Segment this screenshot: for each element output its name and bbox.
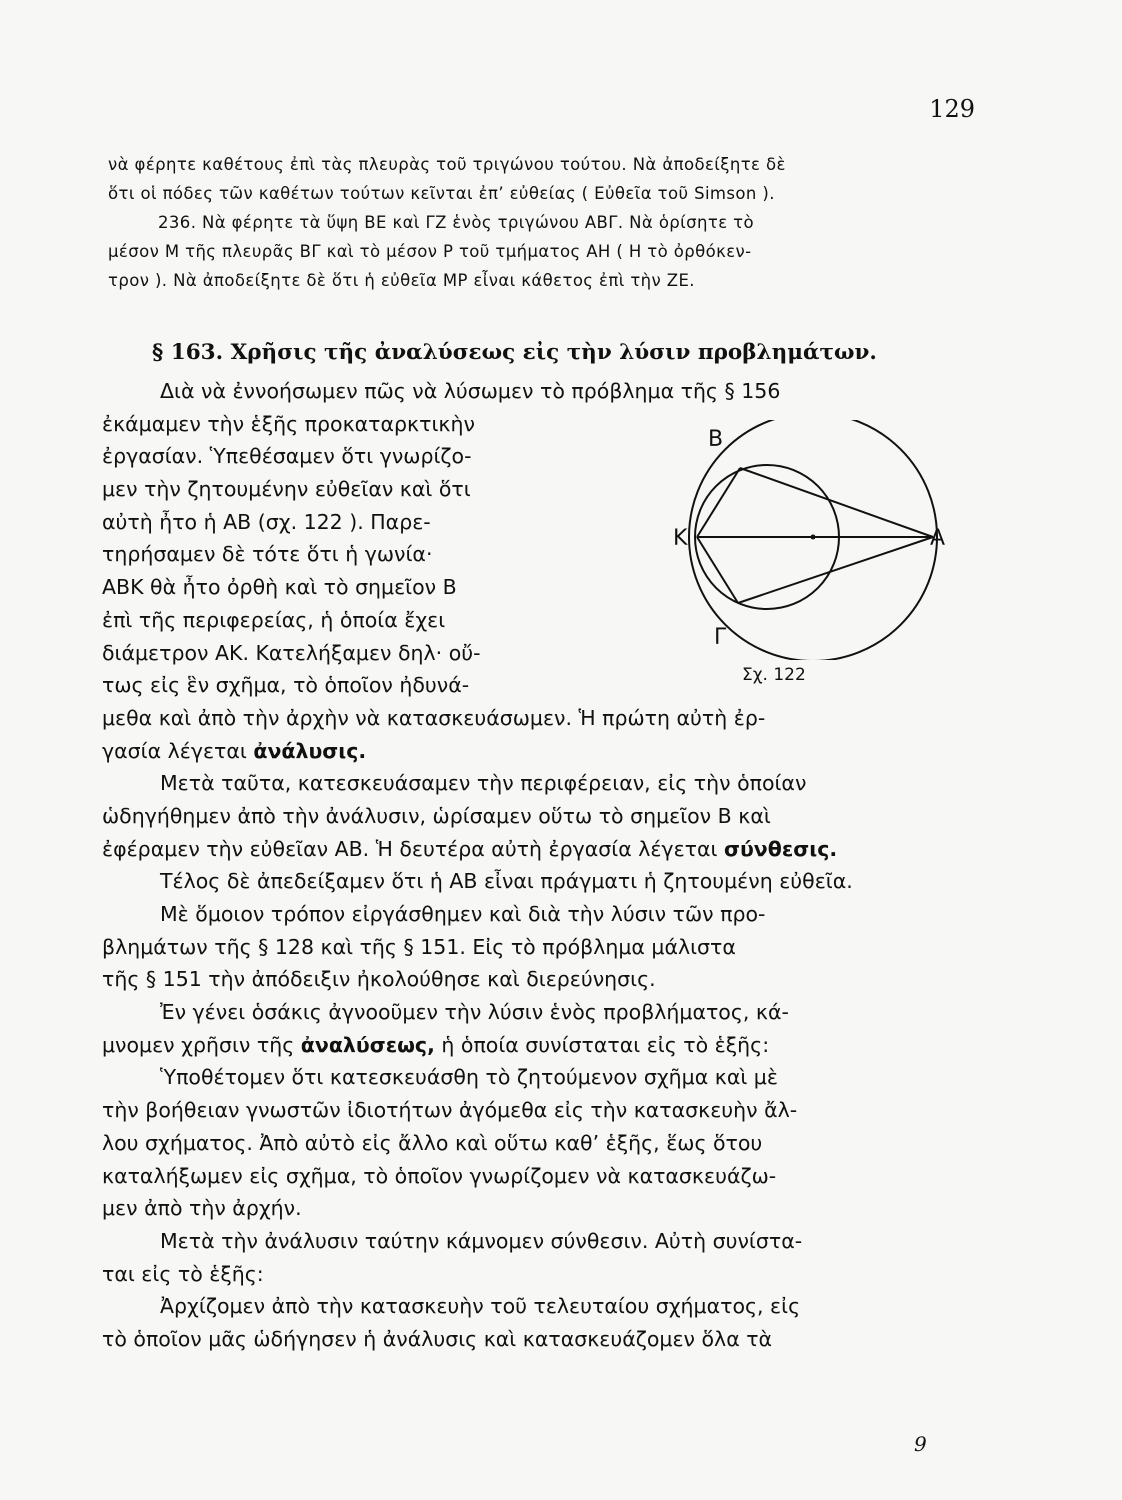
term-analysis-genitive: ἀναλύσεως,	[300, 1032, 435, 1057]
text-line: λου σχήματος. Ἀπὸ αὐτὸ εἰς ἄλλο καὶ οὕτω καθ’ ἑξῆς, ἕως ὅτου	[102, 1130, 763, 1155]
text-line	[102, 1029, 982, 1062]
text-line: νὰ φέρητε καθέτους ἐπὶ τὰς πλευρὰς τοῦ τριγώνου τούτου. Νὰ ἀποδείξητε δὲ	[108, 155, 786, 174]
text-line: μεθα καὶ ἀπὸ τὴν ἀρχὴν νὰ κατασκευάσωμεν. Ἡ πρώτη αὐτὴ ἐρ-	[102, 705, 766, 730]
text-line: Ὑποθέτομεν ὅτι κατεσκευάσθη τὸ ζητούμενον σχῆμα καὶ μὲ	[160, 1065, 778, 1090]
large-circle	[689, 420, 937, 660]
label-G: Γ	[714, 625, 727, 650]
text-line: Ἀρχίζομεν ἀπὸ τὴν κατασκευὴν τοῦ τελευταίου σχήματος, εἰς	[160, 1294, 801, 1319]
text-line: τὴν βοήθειαν γνωστῶν ἰδιοτήτων ἀγόμεθα εἰς τὴν κατασκευὴν ἄλ-	[102, 1098, 798, 1123]
text-line: ἐπὶ τῆς περιφερείας, ἡ ὁποία ἔχει	[102, 607, 446, 632]
text-line: καταλήξωμεν εἰς σχῆμα, τὸ ὁποῖον γνωρίζομεν νὰ κατασκευάζω-	[102, 1163, 777, 1188]
text-line: 236. Νὰ φέρητε τὰ ὕψη ΒΕ καὶ ΓΖ ἑνὸς τριγώνου ΑΒΓ. Νὰ ὁρίσητε τὸ	[158, 213, 755, 232]
text-line: τως εἰς ἓν σχῆμα, τὸ ὁποῖον ἠδυνά-	[102, 673, 470, 698]
segment-AG	[738, 537, 933, 603]
section-heading: § 163. Χρῆσις τῆς ἀναλύσεως εἰς τὴν λύσιν προβλημάτων.	[152, 340, 877, 365]
text-line: Ἐν γένει ὁσάκις ἀγνοοῦμεν τὴν λύσιν ἑνὸς προβλήματος, κά-	[160, 1000, 789, 1025]
text-line: Μὲ ὅμοιον τρόπον εἰργάσθημεν καὶ διὰ τὴν λύσιν τῶν προ-	[160, 902, 766, 926]
label-K: Κ	[673, 526, 688, 551]
text-line: μέσον Μ τῆς πλευρᾶς ΒΓ καὶ τὸ μέσον Ρ τοῦ τμήματος ΑΗ ( Η τὸ ὀρθόκεν-	[108, 242, 752, 261]
text-line: τὸ ὁποῖον μᾶς ὡδήγησεν ἡ ἀνάλυσις καὶ κατασκευάζομεν ὅλα τὰ	[102, 1326, 773, 1351]
text-span: ἡ ὁποία συνίσταται εἰς τὸ ἑξῆς:	[441, 1032, 770, 1057]
page-number: 129	[929, 95, 975, 123]
footer-signature-number: 9	[914, 1432, 927, 1456]
text-line: τηρήσαμεν δὲ τότε ὅτι ἡ γωνία·	[102, 542, 433, 567]
segment-AB	[740, 468, 933, 537]
text-line: διάμετρον ΑΚ. Κατελήξαμεν δηλ· οὔ-	[102, 640, 481, 665]
text-line: Τέλος δὲ ἀπεδείξαμεν ὅτι ἡ ΑΒ εἶναι πράγματι ἡ ζητουμένη εὐθεῖα.	[160, 869, 853, 894]
text-line	[102, 735, 982, 768]
text-line: μεν τὴν ζητουμένην εὐθεῖαν καὶ ὅτι	[102, 477, 471, 502]
exercise-text	[108, 150, 976, 295]
text-line: Μετὰ ταῦτα, κατεσκευάσαμεν τὴν περιφέρειαν, εἰς τὴν ὁποίαν	[160, 771, 807, 796]
figure-122	[660, 420, 960, 660]
text-line: μεν ἀπὸ τὴν ἀρχήν.	[102, 1196, 302, 1221]
text-line: ἐργασίαν. Ὑπεθέσαμεν ὅτι γνωρίζο-	[102, 444, 472, 469]
text-line: ὅτι οἱ πόδες τῶν καθέτων τούτων κεῖνται ἐπ’ εὐθείας ( Εὐθεῖα τοῦ Simson ).	[108, 184, 775, 203]
term-synthesis: σύνθεσις.	[723, 836, 838, 861]
text-line: ΑΒΚ θὰ ἦτο ὀρθὴ καὶ τὸ σημεῖον Β	[102, 575, 457, 600]
text-line: βλημάτων τῆς § 128 καὶ τῆς § 151. Εἰς τὸ πρόβλημα μάλιστα	[102, 934, 736, 959]
term-analysis: ἀνάλυσις.	[253, 738, 367, 763]
figure-caption: Σχ. 122	[742, 665, 806, 685]
label-B: Β	[708, 427, 724, 452]
text-line: τρον ). Νὰ ἀποδείξητε δὲ ὅτι ἡ εὐθεῖα ΜΡ εἶναι κάθετος ἐπὶ τὴν ΖΕ.	[108, 271, 695, 290]
text-line: ται εἰς τὸ ἑξῆς:	[102, 1261, 264, 1286]
text-line	[102, 833, 982, 866]
text-span: ἐφέραμεν τὴν εὐθεῖαν ΑΒ. Ἡ δευτέρα αὐτὴ ἐργασία λέγεται	[102, 836, 718, 861]
text-line: ὡδηγήθημεν ἀπὸ τὴν ἀνάλυσιν, ὡρίσαμεν οὕτω τὸ σημεῖον Β καὶ	[102, 803, 771, 828]
text-line: αὐτὴ ἦτο ἡ ΑΒ (σχ. 122 ). Παρε-	[102, 509, 431, 534]
text-line: ἐκάμαμεν τὴν ἑξῆς προκαταρκτικὴν	[102, 411, 475, 436]
text-span: γασία λέγεται	[102, 738, 247, 763]
text-line: Μετὰ τὴν ἀνάλυσιν ταύτην κάμνομεν σύνθεσιν. Αὐτὴ συνίστα-	[160, 1228, 803, 1253]
label-A: Α	[930, 526, 946, 551]
text-span: μνομεν χρῆσιν τῆς	[102, 1032, 295, 1057]
text-line: τῆς § 151 τὴν ἀπόδειξιν ἠκολούθησε καὶ διερεύνησις.	[102, 967, 656, 992]
text-line: Διὰ νὰ ἐννοήσωμεν πῶς νὰ λύσωμεν τὸ πρόβλημα τῆς § 156	[160, 379, 781, 403]
